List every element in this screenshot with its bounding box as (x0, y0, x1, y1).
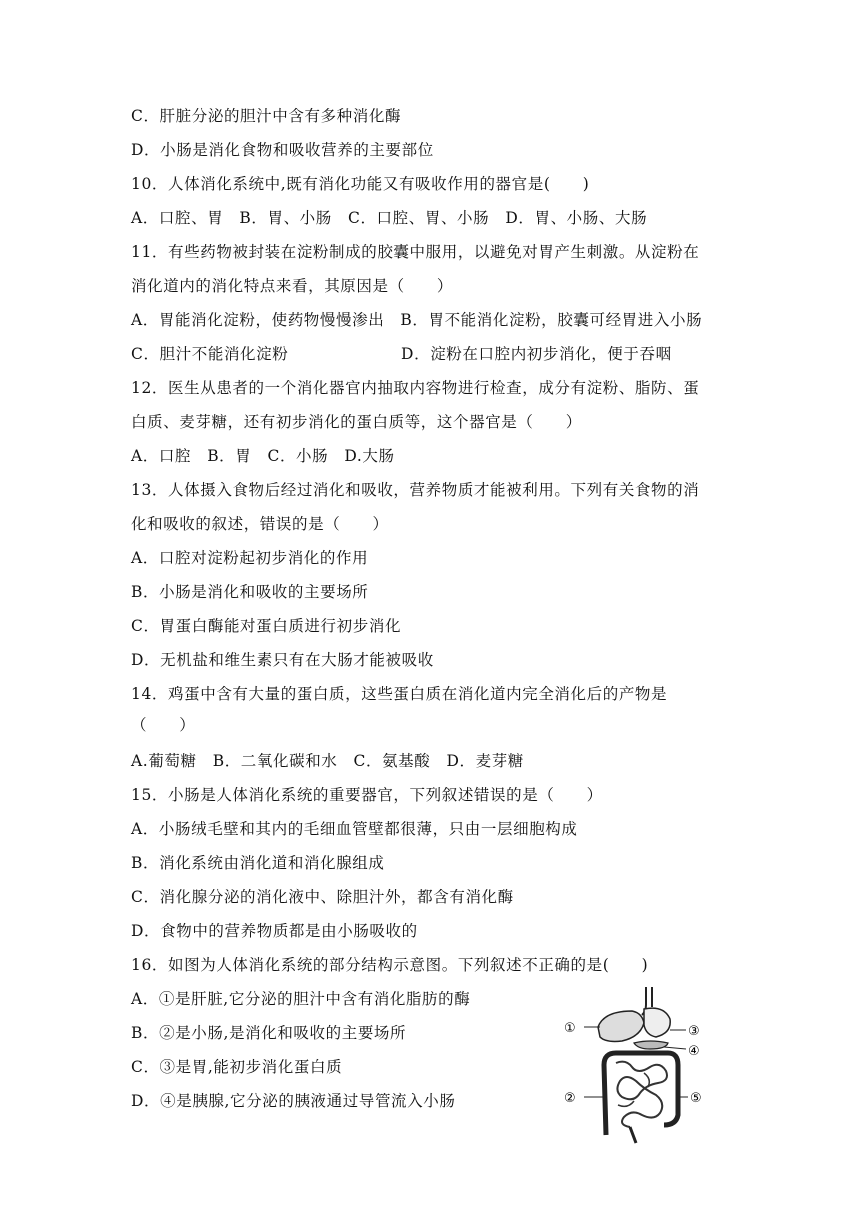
option-line: A．口腔、胃 B．胃、小肠 C．口腔、胃、小肠 D．胃、小肠、大肠 (131, 209, 648, 227)
question-line: 15．小肠是人体消化系统的重要器官，下列叙述错误的是（ ） (131, 786, 603, 804)
option-line: C．肝脏分泌的胆汁中含有多种消化酶 (131, 107, 402, 125)
option-line: C．胃蛋白酶能对蛋白质进行初步消化 (131, 617, 402, 635)
label-4: ④ (688, 1044, 700, 1059)
question-line: 16．如图为人体消化系统的部分结构示意图。下列叙述不正确的是( ) (131, 956, 649, 974)
label-1: ① (564, 1021, 576, 1036)
question-line: （ ） (131, 716, 196, 734)
label-2: ② (564, 1091, 576, 1106)
option-line: B．消化系统由消化道和消化腺组成 (131, 854, 385, 872)
option-line: C．消化腺分泌的消化液中、除胆汁外，都含有消化酶 (131, 888, 514, 906)
option-line: D．小肠是消化食物和吸收营养的主要部位 (131, 141, 434, 159)
question-line: 14．鸡蛋中含有大量的蛋白质，这些蛋白质在消化道内完全消化后的产物是 (131, 685, 668, 703)
option-line: C．③是胃,能初步消化蛋白质 (131, 1058, 343, 1076)
question-line: 13．人体摄入食物后经过消化和吸收，营养物质才能被利用。下列有关食物的消 (131, 481, 700, 499)
option-line: C．胆汁不能消化淀粉 D．淀粉在口腔内初步消化，便于吞咽 (131, 345, 672, 363)
question-line: 11．有些药物被封装在淀粉制成的胶囊中服用，以避免对胃产生刺激。从淀粉在 (131, 243, 700, 261)
digestive-system-diagram (560, 985, 720, 1145)
option-line: A．小肠绒毛壁和其内的毛细血管壁都很薄，只由一层细胞构成 (131, 820, 578, 838)
option-line: A.葡萄糖 B．二氧化碳和水 C．氨基酸 D．麦芽糖 (131, 752, 524, 770)
question-line: 消化道内的消化特点来看，其原因是（ ） (131, 277, 454, 295)
label-3: ③ (688, 1024, 700, 1039)
question-line: 白质、麦芽糖，还有初步消化的蛋白质等，这个器官是（ ） (131, 413, 582, 431)
question-line: 10．人体消化系统中,既有消化功能又有吸收作用的器官是( ) (131, 175, 590, 193)
stomach-shape (644, 1008, 670, 1037)
pancreas-shape (634, 1041, 668, 1049)
option-line: B．小肠是消化和吸收的主要场所 (131, 583, 369, 601)
option-line: D．④是胰腺,它分泌的胰液通过导管流入小肠 (131, 1092, 456, 1110)
question-line: 12．医生从患者的一个消化器官内抽取内容物进行检查，成分有淀粉、脂防、蛋 (131, 379, 700, 397)
option-line: A．口腔对淀粉起初步消化的作用 (131, 549, 369, 567)
option-line: A．胃能消化淀粉，使药物慢慢渗出 B．胃不能消化淀粉，胶囊可经胃进入小肠 (131, 311, 703, 329)
option-line: D．食物中的营养物质都是由小肠吸收的 (131, 922, 418, 940)
option-line: A．①是肝脏,它分泌的胆汁中含有消化脂肪的酶 (131, 990, 471, 1008)
liver-shape (598, 1011, 644, 1042)
question-line: 化和吸收的叙述，错误的是（ ） (131, 515, 389, 533)
option-line: B．②是小肠,是消化和吸收的主要场所 (131, 1024, 407, 1042)
option-line: A．口腔 B．胃 C．小肠 D.大肠 (131, 447, 395, 465)
label-5: ⑤ (690, 1091, 702, 1106)
option-line: D．无机盐和维生素只有在大肠才能被吸收 (131, 651, 434, 669)
